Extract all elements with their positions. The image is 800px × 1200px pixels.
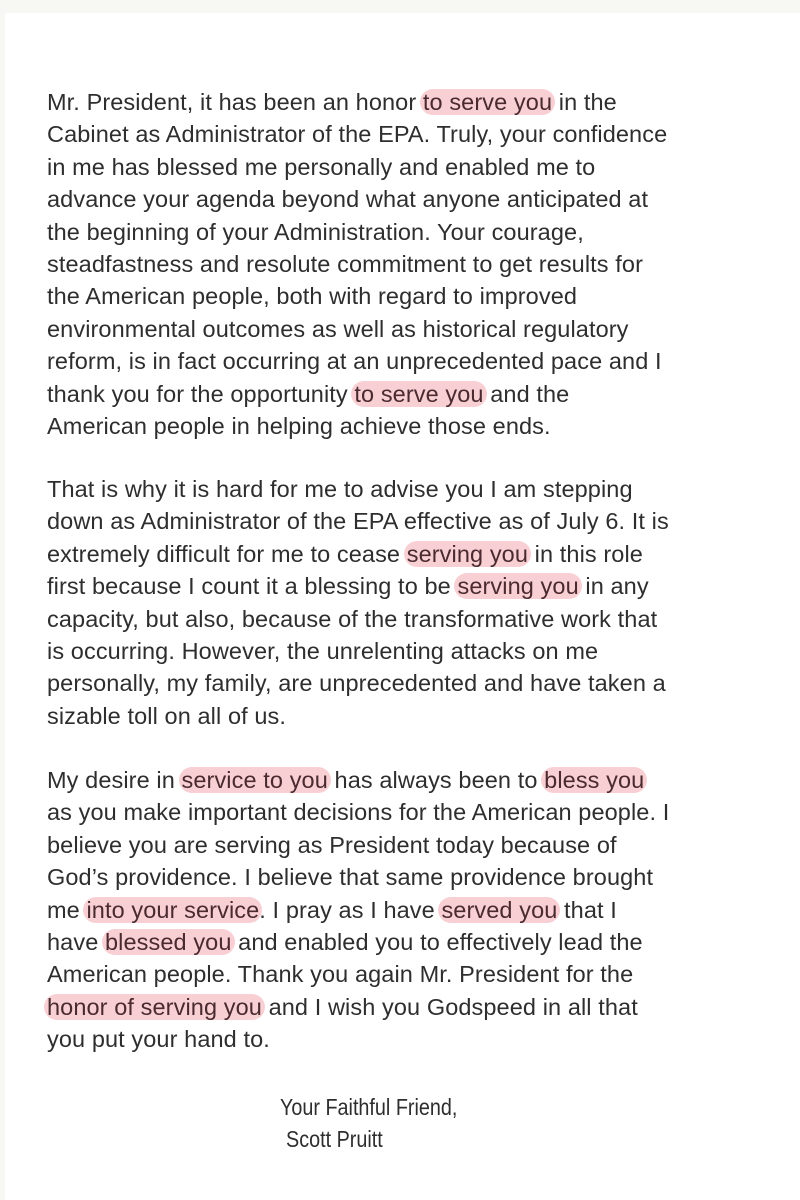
text-span: steadfastness and resolute commitment to get results for [47, 251, 643, 277]
text-span: personally, my family, are unprecedented and have taken a [47, 670, 666, 697]
text-line [47, 314, 629, 344]
text-span: in any [578, 573, 649, 600]
highlighted-phrase: bless you [541, 767, 647, 793]
text-line [47, 539, 643, 569]
closing-line: Your Faithful Friend, [280, 1094, 458, 1120]
text-span: environmental outcomes as well as historical regulatory [47, 315, 629, 342]
text-span: Mr. President, it has been an honor [47, 89, 423, 115]
text-span: the beginning of your Administration. Your courage, [47, 218, 584, 245]
text-line [47, 152, 595, 182]
text-line [47, 604, 657, 634]
text-span: extremely difficult for me to cease [47, 540, 407, 567]
text-span: thank you for the opportunity [47, 380, 355, 407]
text-span: My desire in [47, 767, 182, 793]
text-span: is occurring. However, the unrelenting attacks on me [47, 638, 599, 664]
signature-name: Scott Pruitt [286, 1126, 383, 1152]
text-line [47, 87, 617, 117]
text-line [47, 379, 569, 409]
text-line [47, 992, 638, 1022]
text-line [47, 701, 286, 731]
text-line [47, 506, 669, 536]
text-span: God’s providence. I believe that same providence brought [47, 864, 654, 891]
text-line [47, 184, 648, 214]
text-line [47, 249, 643, 279]
text-line [47, 636, 598, 666]
text-span: in this role [528, 540, 643, 567]
text-span: reform, is in fact occurring at an unprecedented pace and I [47, 348, 662, 375]
text-line [47, 571, 649, 601]
text-span: American people in helping achieve those ends. [47, 413, 551, 439]
text-span: you put your hand to. [47, 1026, 270, 1053]
text-span: and the [483, 380, 570, 407]
text-line [47, 895, 617, 925]
text-span: capacity, but also, because of the transformative work that [47, 605, 658, 632]
text-span: me [47, 896, 87, 923]
text-span: has always been to [327, 767, 545, 793]
text-span: . I pray as I have [259, 896, 442, 923]
highlighted-phrase: serving you [454, 573, 581, 599]
highlighted-phrase: blessed you [102, 929, 235, 955]
text-span: first because I count it a blessing to be [47, 573, 458, 600]
text-span: That is why it is hard for me to advise you I am stepping [47, 476, 633, 502]
text-span: in the [552, 89, 617, 115]
text-span: believe you are serving as President today because of [47, 831, 617, 858]
highlighted-phrase: service to you [179, 767, 331, 793]
highlighted-phrase: to serve you [420, 89, 555, 115]
text-line [47, 217, 584, 247]
text-line [47, 765, 644, 795]
text-line [47, 797, 669, 827]
text-span: down as Administrator of the EPA effective as of July 6. It is [47, 508, 669, 535]
text-span: and enabled you to effectively lead the [231, 929, 643, 955]
text-line [47, 927, 643, 957]
text-span: and I wish you Godspeed in all that [261, 993, 638, 1020]
text-line [47, 474, 633, 504]
text-span: have [47, 929, 105, 955]
text-line [47, 346, 662, 376]
text-span: American people. Thank you again Mr. President for the [47, 961, 634, 988]
highlighted-phrase: serving you [404, 541, 531, 567]
text-span: as you make important decisions for the American people. I [47, 799, 670, 826]
text-line [47, 1024, 270, 1054]
text-line [47, 119, 667, 149]
text-span: that I [557, 896, 617, 923]
highlighted-phrase: into your service [83, 897, 262, 923]
text-span: sizable toll on all of us. [47, 702, 287, 729]
highlighted-phrase: served you [438, 897, 560, 923]
letter-page [5, 13, 800, 1200]
text-span: in me has blessed me personally and enabled me to [47, 153, 596, 180]
highlighted-phrase: honor of serving you [44, 994, 265, 1020]
text-line [47, 830, 617, 860]
text-line [47, 411, 551, 441]
text-line [47, 668, 666, 698]
text-span: advance your agenda beyond what anyone anticipated at [47, 186, 649, 213]
text-line [47, 281, 577, 311]
text-line [47, 959, 633, 989]
text-span: the American people, both with regard to improved [47, 283, 578, 310]
text-span: Cabinet as Administrator of the EPA. Truly, your confidence [47, 121, 668, 148]
text-line [47, 862, 653, 892]
highlighted-phrase: to serve you [351, 381, 486, 407]
